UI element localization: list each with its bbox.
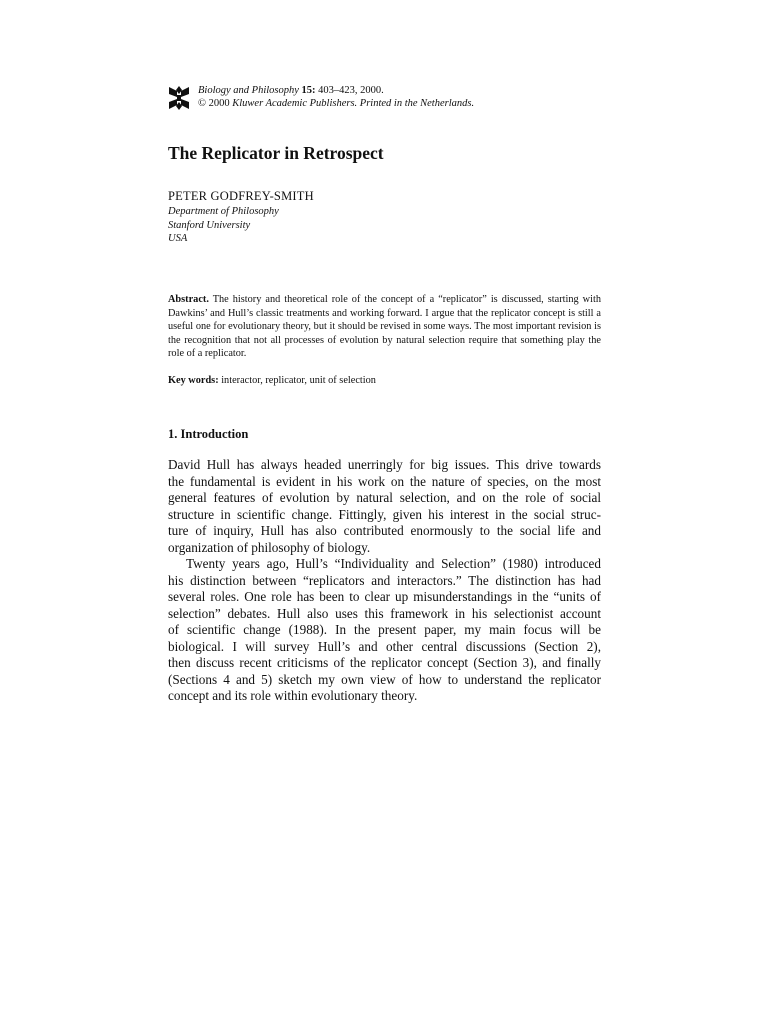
body-line: structure in scientific change. Fittingly, given his interest in the social struc- [168, 506, 601, 522]
keywords [168, 374, 601, 388]
journal-pages-year: 403–423, 2000. [315, 85, 384, 96]
paper-title: The Replicator in Retrospect [168, 143, 384, 163]
journal-citation [198, 84, 474, 110]
author-affiliation [168, 205, 279, 246]
abstract-label: Abstract. [168, 294, 209, 305]
body-line: general features of evolution by natural selection, and on the role of social [168, 490, 601, 505]
abstract [168, 293, 601, 361]
body-line: selection” debates. Hull also uses this framework in his selectionist account [168, 605, 601, 621]
body-line: (Sections 4 and 5) sketch my own view of how to understand the replicator [168, 671, 601, 687]
body-line: then discuss recent criticisms of the replicator concept (Section 3), and finally [168, 655, 601, 670]
body-line: ture of inquiry, Hull has also contributed enormously to the social life and [168, 523, 601, 538]
abstract-text: The history and theoretical role of the concept of a “replicator” is discussed, starting with Dawkins’ and Hull’s classic treatments and working forward. I argue that the replicator concept is still a useful one for evolutionary theory, but it should be revised in some ways. The most important revision is the recognition that not all processes of evolution by natural selection require that something play the role of a replicator. [168, 294, 601, 360]
kluwer-logo-icon [168, 86, 190, 110]
journal-line-1 [198, 84, 474, 97]
body-line: concept and its role within evolutionary theory. [168, 688, 418, 703]
journal-line-2 [198, 97, 474, 110]
affiliation-country: USA [168, 233, 188, 244]
journal-name: Biology and Philosophy [198, 85, 299, 96]
section-heading-introduction: 1. Introduction [168, 427, 249, 441]
body-line: organization of philosophy of biology. [168, 539, 371, 555]
journal-volume: 15: [301, 85, 316, 96]
body-line: his distinction between “replicators and interactors.” The distinction has had [168, 572, 601, 588]
body-line: David Hull has always headed unerringly for big issues. This drive towards [168, 457, 601, 472]
body-line: biological. I will survey Hull’s and other central discussions (Section 2), [168, 638, 601, 654]
copyright-year: © 2000 [198, 98, 233, 109]
body-line: the fundamental is evident in his work on the nature of species, on the most [168, 473, 601, 489]
body-line: Twenty years ago, Hull’s “Individuality and Selection” (1980) introduced [186, 556, 601, 571]
body-line: of scientific change (1988). In the present paper, my main focus will be [168, 622, 601, 637]
introduction-body [168, 457, 601, 705]
publisher-name: Kluwer Academic Publishers. Printed in the Netherlands. [232, 98, 475, 109]
affiliation-university: Stanford University [168, 219, 251, 231]
body-line: several roles. One role has been to clear up misunderstandings in the “units of [168, 589, 601, 604]
keywords-label: Key words: [168, 375, 219, 386]
affiliation-department: Department of Philosophy [168, 206, 279, 217]
author-name: PETER GODFREY-SMITH [168, 189, 314, 203]
journal-header [168, 84, 608, 112]
keywords-text: interactor, replicator, unit of selection [218, 375, 376, 386]
